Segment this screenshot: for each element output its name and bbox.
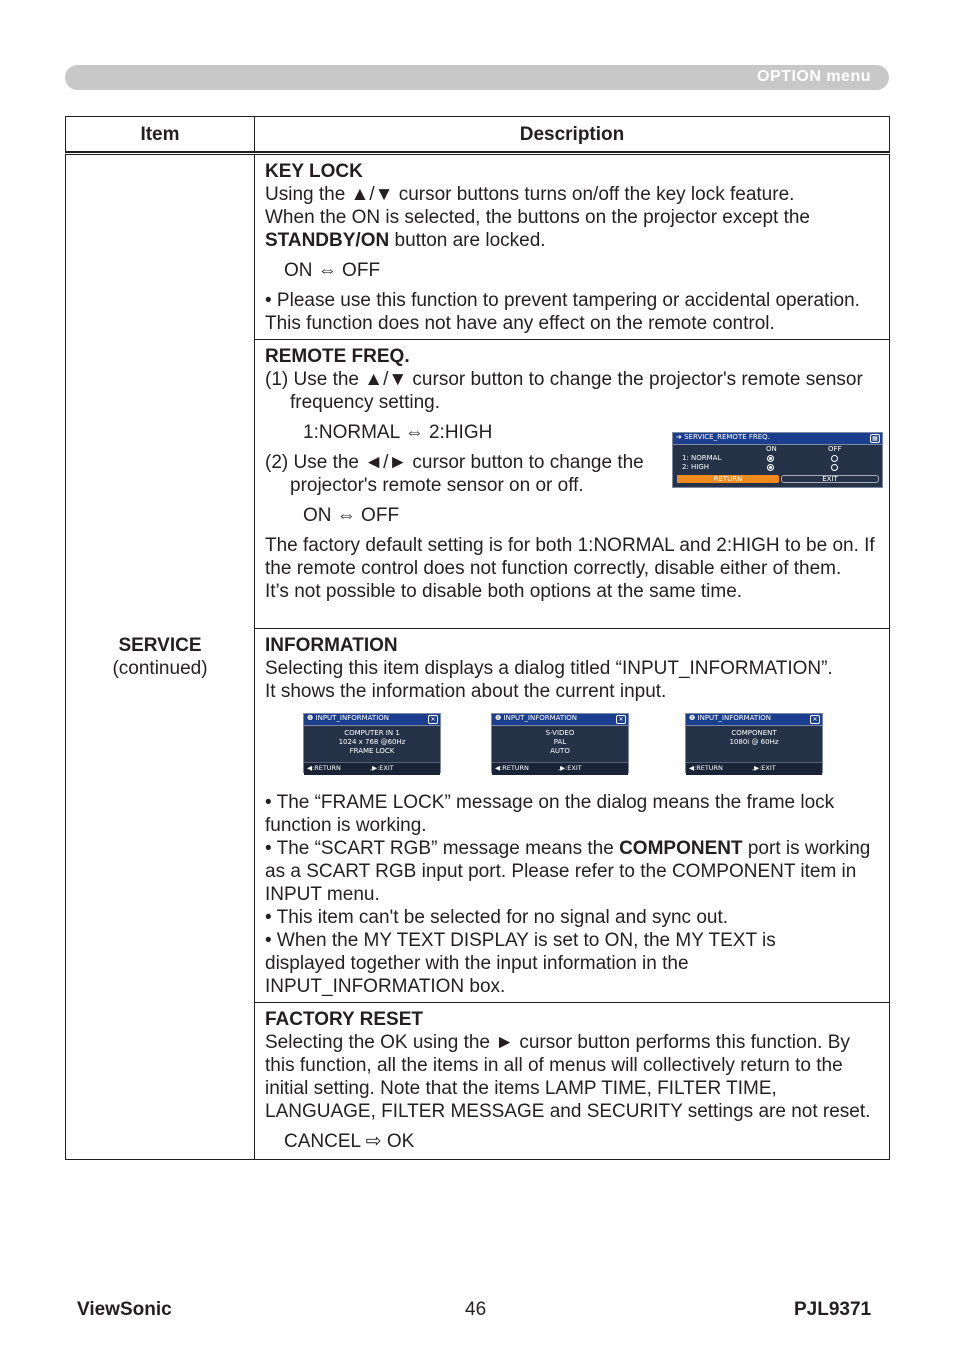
remote-freq-osd: [672, 432, 883, 488]
info-osd-svideo: [491, 713, 629, 773]
exit-button: EXIT: [781, 475, 879, 483]
information-bullet2-text: • The “SCART RGB” message means the: [265, 838, 620, 859]
information-cell: [255, 629, 890, 1003]
key-lock-note: • Please use this function to prevent tampering or accidental operation. This function does not have any effect on the remote control.: [265, 290, 860, 334]
option-table: [65, 116, 890, 1160]
information-bullet1: • The “FRAME LOCK” message on the dialog means the frame lock function is working.: [265, 792, 835, 836]
key-lock-line1: Using the ▲/▼ cursor buttons turns on/off the key lock feature.: [265, 184, 795, 205]
col-header-item: Item: [66, 117, 255, 152]
remote-freq-step2-options: ON ⇔ OFF: [303, 505, 400, 526]
close-icon: ✕: [810, 715, 820, 724]
info-osd-title: INPUT_INFORMATION: [697, 714, 772, 722]
radio-off: [831, 464, 838, 471]
key-lock-line2: [265, 206, 883, 252]
banner-title: OPTION menu: [757, 68, 871, 85]
info-osd-title-bar: [686, 714, 822, 726]
remote-osd-row-normal: [673, 454, 882, 463]
exit-label: :EXIT: [759, 764, 776, 772]
info-line: 1080i @ 60Hz: [729, 738, 779, 746]
remote-freq-step1: (1) Use the ▲/▼ cursor button to change the projector's remote sensor frequency setting.: [265, 369, 863, 413]
information-bullet4: • When the MY TEXT DISPLAY is set to ON, the MY TEXT is displayed together with the input information in the INPUT_INFORMATION box.: [265, 930, 776, 997]
col-on: ON: [766, 445, 777, 453]
info-osd-footer: [304, 762, 440, 775]
return-label: :RETURN: [312, 764, 341, 772]
info-osd-title-bar: [492, 714, 628, 726]
info-osd-title-bar: [304, 714, 440, 726]
information-component-label: COMPONENT: [619, 838, 743, 859]
information-line1: Selecting this item displays a dialog titled “INPUT_INFORMATION”.: [265, 658, 833, 679]
factory-reset-cell: [255, 1003, 890, 1160]
remote-osd-row-high: [673, 463, 882, 472]
info-osd-footer: [686, 762, 822, 775]
info-osd-footer: [492, 762, 628, 775]
remote-osd-header-row: [673, 445, 882, 454]
remote-freq-note2: It’s not possible to disable both options at the same time.: [265, 581, 743, 602]
key-lock-title: KEY LOCK: [265, 161, 363, 182]
info-osd-title: INPUT_INFORMATION: [503, 714, 578, 722]
info-icon: ❶: [689, 714, 698, 722]
info-osd-body: [686, 726, 822, 762]
key-lock-line2-end: button are locked.: [389, 230, 546, 251]
remote-freq-step2: (2) Use the ◄/► cursor button to change the projector's remote sensor on or off.: [265, 452, 644, 496]
return-hint: ◀:RETURN: [495, 764, 529, 772]
remote-freq-note1: The factory default setting is for both 1:NORMAL and 2:HIGH to be on. If the remote control does not function correctly, disable either of them.: [265, 535, 875, 579]
radio-on-selected: [767, 455, 774, 462]
info-icon: ❶: [307, 714, 316, 722]
radio-on-selected: [767, 464, 774, 471]
remote-osd-title: SERVICE_REMOTE FREQ.: [684, 433, 770, 441]
return-hint: ◀:RETURN: [689, 764, 723, 772]
section-banner: [65, 65, 889, 90]
factory-reset-text: Selecting the OK using the ► cursor button performs this function. By this function, all the items in all of menus will collectively return to the initial setting. Note that the items LAMP TIME, FILTER TIME, LANGUAGE, FILTER MESSAGE and SECURITY settings are not reset.: [265, 1032, 871, 1122]
exit-hint: ,▶:EXIT: [752, 764, 776, 772]
information-line2: It shows the information about the current input.: [265, 681, 667, 702]
info-osd-body: [492, 726, 628, 762]
info-line: COMPUTER IN 1: [344, 729, 400, 737]
info-osd-computer: [303, 713, 441, 773]
footer-page-number: 46: [465, 1299, 487, 1320]
remote-freq-title: REMOTE FREQ.: [265, 346, 410, 367]
info-line: AUTO: [550, 747, 570, 755]
key-lock-standby-label: STANDBY/ON: [265, 230, 390, 251]
close-icon: ✕: [616, 715, 626, 724]
key-lock-cell: [255, 154, 890, 340]
info-osd-title: INPUT_INFORMATION: [315, 714, 390, 722]
remote-osd-buttons: [673, 475, 882, 484]
remote-osd-title-bar: [673, 433, 882, 445]
return-label: :RETURN: [694, 764, 723, 772]
exit-label: :EXIT: [377, 764, 394, 772]
return-button: RETURN: [677, 475, 779, 483]
exit-label: :EXIT: [565, 764, 582, 772]
item-name: SERVICE: [118, 635, 202, 656]
return-label: :RETURN: [500, 764, 529, 772]
information-title: INFORMATION: [265, 635, 398, 656]
col-off: OFF: [828, 445, 842, 453]
info-line: COMPONENT: [731, 729, 777, 737]
factory-reset-title: FACTORY RESET: [265, 1009, 424, 1030]
footer-brand: ViewSonic: [77, 1299, 172, 1320]
back-arrow-icon: ➜: [676, 433, 685, 441]
info-line: PAL: [553, 738, 567, 746]
info-line: FRAME LOCK: [349, 747, 395, 755]
key-lock-options: ON ⇔ OFF: [284, 260, 381, 281]
row-normal-label: 1: NORMAL: [682, 454, 722, 462]
info-line: 1024 x 768 @60Hz: [338, 738, 406, 746]
col-header-description: Description: [255, 117, 890, 152]
footer-model: PJL9371: [794, 1299, 872, 1320]
return-hint: ◀:RETURN: [307, 764, 341, 772]
info-osd-body: [304, 726, 440, 762]
key-lock-line2-text: When the ON is selected, the buttons on the projector except the: [265, 207, 810, 228]
info-osd-component: [685, 713, 823, 773]
information-bullet2: [265, 837, 883, 906]
information-bullet2-end: port is working as a SCART RGB input port. Please refer to the COMPONENT item in INPUT menu.: [265, 838, 871, 905]
info-icon: ❶: [495, 714, 504, 722]
item-cell: [66, 154, 255, 1160]
close-icon: ✕: [428, 715, 438, 724]
info-line: S-VIDEO: [545, 729, 575, 737]
radio-off: [831, 455, 838, 462]
exit-hint: ,▶:EXIT: [370, 764, 394, 772]
information-bullet3: • This item can't be selected for no signal and sync out.: [265, 907, 729, 928]
exit-hint: ,▶:EXIT: [558, 764, 582, 772]
remote-freq-step1-options: 1:NORMAL ⇔ 2:HIGH: [303, 422, 493, 443]
item-subtitle: (continued): [112, 658, 208, 679]
row-high-label: 2: HIGH: [682, 463, 710, 471]
factory-reset-options: CANCEL ⇨ OK: [284, 1131, 415, 1152]
menu-icon: ▦: [870, 434, 880, 443]
information-osd-row: [265, 713, 883, 791]
